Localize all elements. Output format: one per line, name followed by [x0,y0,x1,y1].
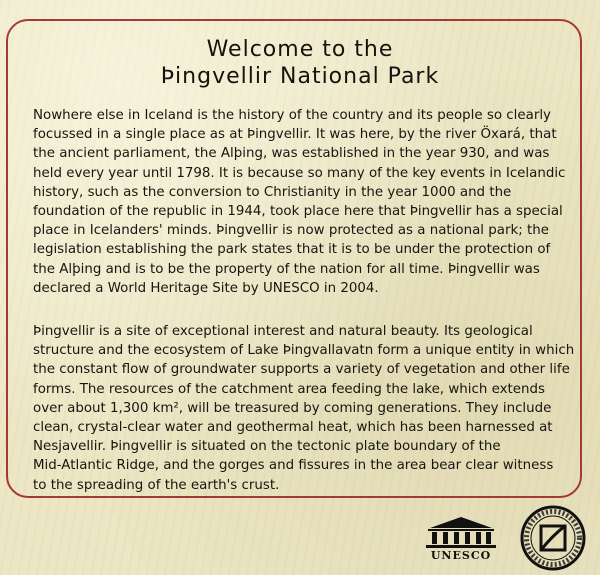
text-line: declared a World Heritage Site by UNESCO in 2004. [33,280,379,296]
sign-title-line2: Þingvellir National Park [160,64,440,89]
text-line: structure and the ecosystem of Lake Þingvallavatn form a unique entity in which [33,343,575,359]
text-line: held every year until 1798. It is because so many of the key events in Icelandic [33,165,566,181]
text-line: Nesjavellir. Þingvellir is situated on the tectonic plate boundary of the [33,439,501,455]
text-line: history, such as the conversion to Christianity in the year 1000 and the [33,184,512,200]
text-line: the Alþing and is to be the property of the nation for all time. Þingvellir was [33,261,540,277]
paragraph-history [33,106,573,298]
world-heritage-emblem-icon [520,505,586,571]
text-line: place in Icelanders' minds. Þingvellir is now protected as a national park; the [33,223,549,239]
paragraph-nature [33,322,573,495]
text-line: the constant flow of groundwater supports a variety of vegetation and other life [33,362,570,378]
sign-title-line1: Welcome to the [206,37,394,62]
text-line: foundation of the republic in 1944, took place here that Þingvellir has a special [33,204,563,220]
unesco-temple-icon [420,515,502,549]
text-line: focussed in a single place as at Þingvellir. It was here, by the river Öxará, that [33,127,557,143]
unesco-logo [420,515,502,567]
text-line: clean, crystal-clear water and geothermal heat, which has been harnessed at [33,420,553,436]
text-line: Nowhere else in Iceland is the history of the country and its people so clearly [33,108,551,123]
text-line: over about 1,300 km², will be treasured by coming generations. They include [33,400,552,416]
unesco-logo-label: UNESCO [430,549,492,562]
text-line: legislation establishing the park states that it is to be under the protection of [33,242,551,258]
text-line: the ancient parliament, the Alþing, was established in the year 930, and was [33,146,550,162]
text-line: to the spreading of the earth's crust. [33,477,280,493]
text-line: forms. The resources of the catchment area feeding the lake, which extends [33,381,545,397]
text-line: Þingvellir is a site of exceptional interest and natural beauty. Its geological [33,324,533,339]
text-line: Mid-Atlantic Ridge, and the gorges and fissures in the area bear clear witness [33,458,554,474]
